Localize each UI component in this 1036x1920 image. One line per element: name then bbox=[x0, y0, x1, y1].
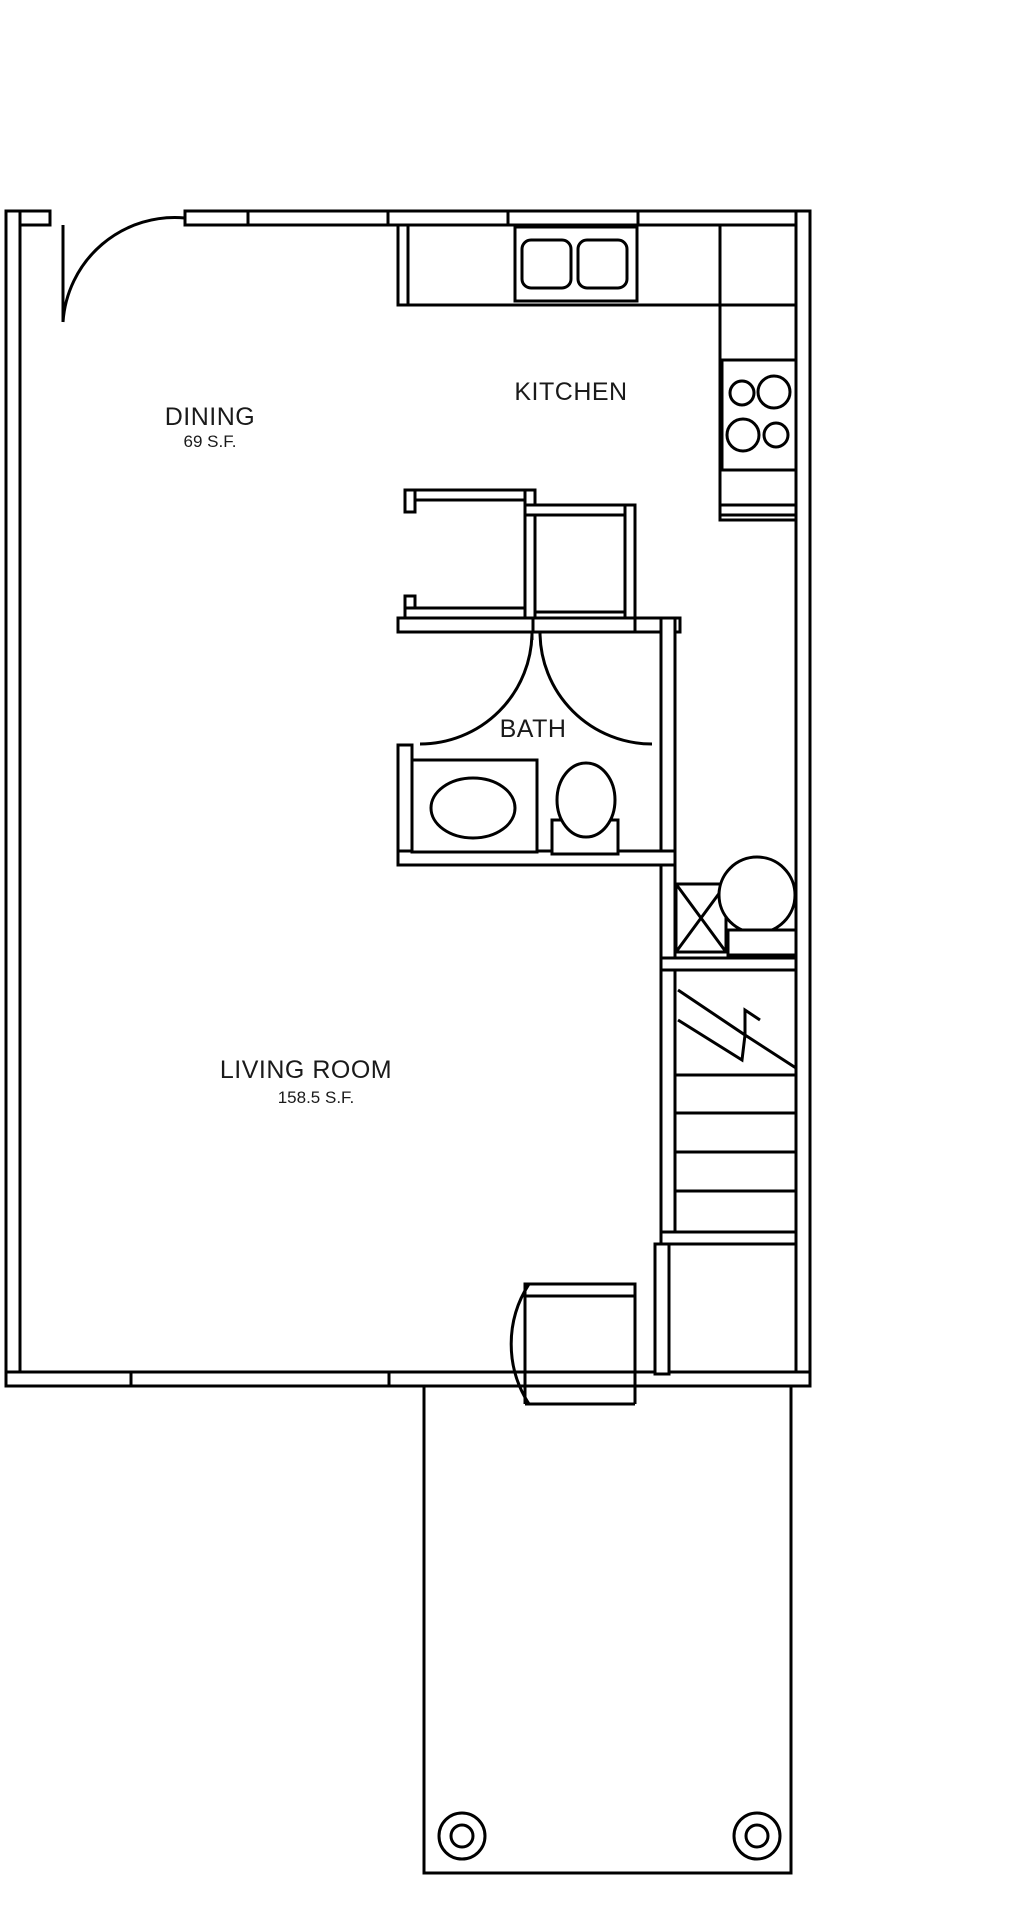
room-label-kitchen bbox=[514, 378, 627, 406]
laundry-area bbox=[661, 857, 796, 970]
room-label-dining bbox=[165, 403, 256, 451]
staircase bbox=[655, 970, 796, 1374]
kitchen-sink bbox=[515, 227, 637, 301]
room-area-living: 158.5 S.F. bbox=[277, 1088, 355, 1107]
patio-structure bbox=[424, 1386, 791, 1873]
toilet bbox=[552, 763, 618, 854]
room-area-dining: 69 S.F. bbox=[183, 432, 237, 451]
cooktop-range bbox=[722, 360, 796, 470]
room-name-bath: BATH bbox=[499, 715, 567, 743]
room-name-living: LIVING ROOM bbox=[219, 1056, 393, 1084]
refrigerator bbox=[533, 512, 635, 612]
room-label-living bbox=[220, 1056, 392, 1107]
room-label-bath bbox=[500, 715, 567, 743]
room-name-dining: DINING bbox=[164, 403, 256, 431]
room-name-kitchen: KITCHEN bbox=[514, 378, 628, 406]
entry-door bbox=[63, 218, 185, 322]
bathtub bbox=[412, 760, 537, 852]
